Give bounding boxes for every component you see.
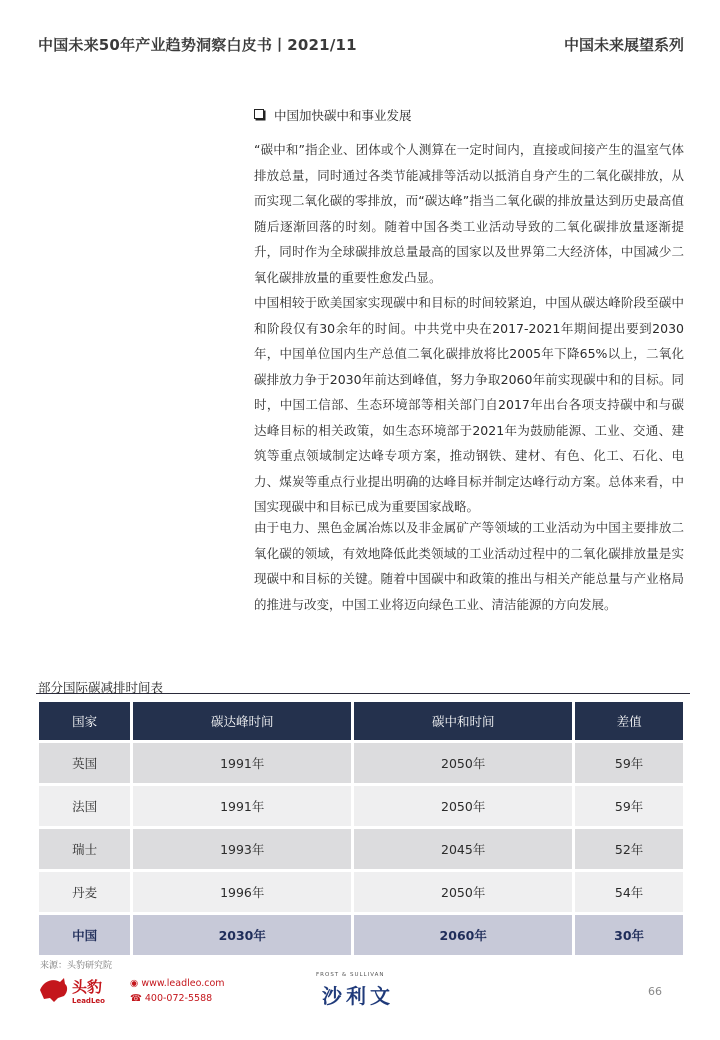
section-heading — [254, 106, 412, 124]
phone-text: 400-072-5588 — [144, 993, 213, 1004]
column-header-country: 国家 — [39, 702, 130, 740]
cell-country: 法国 — [39, 786, 130, 826]
page-number: 66 — [648, 985, 662, 998]
cell-peak-year: 1996年 — [133, 872, 351, 912]
frost-sullivan-wordmark: FROST & SULLIVAN — [316, 972, 385, 978]
document-title: 中国未来50年产业趋势洞察白皮书丨2021/11 — [38, 36, 357, 54]
cell-country: 英国 — [39, 743, 130, 783]
table-row — [39, 743, 683, 783]
cell-gap: 52年 — [575, 829, 683, 869]
cell-peak-year: 1991年 — [133, 743, 351, 783]
column-header-gap: 差值 — [575, 702, 683, 740]
leadleo-logo — [38, 972, 128, 1006]
phone-icon: ☎ — [130, 993, 145, 1004]
website-text[interactable]: www.leadleo.com — [141, 978, 225, 989]
cell-country: 中国 — [39, 915, 130, 955]
cell-neutral-year: 2050年 — [354, 872, 572, 912]
table-header-row — [39, 702, 683, 740]
cell-neutral-year: 2050年 — [354, 786, 572, 826]
cell-gap: 30年 — [575, 915, 683, 955]
column-header-peak: 碳达峰时间 — [133, 702, 351, 740]
cell-gap: 54年 — [575, 872, 683, 912]
table-title: 部分国际碳减排时间表 — [38, 680, 164, 695]
table-row — [39, 872, 683, 912]
leadleo-contact — [130, 976, 225, 1006]
source-note: 来源：头豹研究院 — [40, 961, 113, 971]
cell-peak-year: 1991年 — [133, 786, 351, 826]
leopard-mark-icon — [40, 978, 67, 1002]
partner-logo-text: 沙利文 — [322, 984, 394, 1008]
cell-peak-year: 2030年 — [133, 915, 351, 955]
table-divider — [36, 693, 690, 694]
cell-gap: 59年 — [575, 743, 683, 783]
series-title: 中国未来展望系列 — [563, 36, 684, 54]
cell-gap: 59年 — [575, 786, 683, 826]
cell-neutral-year: 2050年 — [354, 743, 572, 783]
paragraph-industry-emissions: 由于电力、黑色金属冶炼以及非金属矿产等领域的工业活动为中国主要排放二氧化碳的领域，有效地降低此类领域的工业活动过程中的二氧化碳排放量是实现碳中和目标的关键。随着中国碳中和政策的推出与相关产能总量与产业格局的推进与改变，中国工业将迈向绿色工业、清洁能源的方向发展。 — [254, 520, 684, 612]
section-heading-text: 中国加快碳中和事业发展 — [274, 108, 412, 123]
leadleo-logo-text: 头豹 — [72, 978, 103, 996]
cell-country: 瑞士 — [39, 829, 130, 869]
cell-country: 丹麦 — [39, 872, 130, 912]
cell-neutral-year: 2045年 — [354, 829, 572, 869]
table-row-china-highlight — [39, 915, 683, 955]
phone-line — [130, 991, 225, 1006]
cell-neutral-year: 2060年 — [354, 915, 572, 955]
paragraph-carbon-neutral-definition: “碳中和”指企业、团体或个人测算在一定时间内，直接或间接产生的温室气体排放总量，同时通过各类节能减排等活动以抵消自身产生的二氧化碳排放，从而实现二氧化碳的零排放，而“碳达峰”指当二氧化碳的排放量达到历史最高值随后逐渐回落的时刻。随着中国各类工业活动导致的二氧化碳排放量逐渐提升，同时作为全球碳排放总量最高的国家以及世界第二大经济体，中国减少二氧化碳排放量的重要性愈发凸显。 — [254, 142, 684, 285]
globe-icon: ◉ — [130, 978, 142, 989]
table-row — [39, 786, 683, 826]
table-row — [39, 829, 683, 869]
website-line — [130, 976, 225, 991]
paragraph-china-timeline: 中国相较于欧美国家实现碳中和目标的时间较紧迫，中国从碳达峰阶段至碳中和阶段仅有30余年的时间。中共党中央在2017-2021年期间提出要到2030年，中国单位国内生产总值二氧化碳排放将比2005年下降65%以上，二氧化碳排放力争于2030年前达到峰值，努力争取2060年前实现碳中和的目标。同时，中国工信部、生态环境部等相关部门自2017年出台各项支持碳中和与碳达峰目标的相关政策，如生态环境部于2021年为鼓励能源、工业、交通、建筑等重点领域制定达峰专项方案，推动钢铁、建材、有色、化工、石化、电力、煤炭等重点行业提出明确的达峰目标并制定达峰行动方案。总体来看，中国实现碳中和目标已成为重要国家战略。 — [254, 295, 684, 514]
column-header-neutral: 碳中和时间 — [354, 702, 572, 740]
checkbox-bullet-icon — [254, 109, 264, 119]
leadleo-logo-subtext: LeadLeo — [72, 997, 105, 1005]
cell-peak-year: 1993年 — [133, 829, 351, 869]
carbon-timeline-table — [36, 699, 686, 958]
